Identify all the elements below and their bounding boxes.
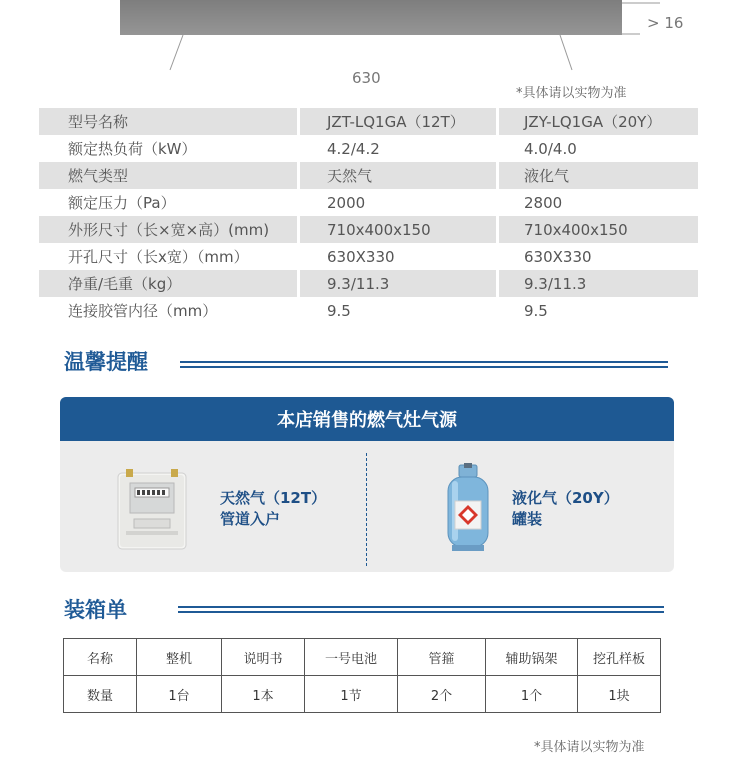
spec-value-20y: 9.3/11.3 [499,270,698,297]
gas-source-box [60,397,674,572]
table-row [39,108,698,135]
spec-value-12t: 2000 [327,193,366,212]
packing-header-cell: 管箍 [398,639,486,676]
spec-value-20y: 630X330 [524,247,592,266]
spec-value-20y: 2800 [524,193,563,212]
packing-title: 装箱单 [64,598,127,622]
table-row [39,135,698,162]
spec-value-12t: 9.3/11.3 [300,270,496,297]
packing-value-cell: 1台 [137,676,222,713]
disclaimer-bottom: *具体请以实物为准 [534,740,645,755]
gas-tank-icon [444,463,492,553]
packing-value-cell: 1节 [305,676,398,713]
packing-header-cell: 挖孔样板 [578,639,661,676]
dimension-lines [0,0,730,75]
packing-title-rule [178,606,664,613]
spec-value-20y: 液化气 [499,162,698,189]
packing-header-cell: 名称 [64,639,137,676]
disclaimer-top: *具体请以实物为准 [516,86,627,101]
spec-table [39,108,698,324]
table-row [39,189,698,216]
spec-value-12t: 4.2/4.2 [327,139,380,158]
packing-value-cell: 1个 [486,676,578,713]
natural-gas-name: 天然气（12T） [220,489,327,507]
table-row [39,243,698,270]
spec-label: 开孔尺寸（长x宽）（mm） [68,248,249,266]
packing-value-cell: 2个 [398,676,486,713]
spec-label: 外形尺寸（长×宽×高）(mm) [39,216,297,243]
reminder-title-rule [180,361,668,368]
spec-value-12t: 9.5 [327,301,351,320]
packing-header-cell: 辅助锅架 [486,639,578,676]
table-row [39,297,698,324]
packing-header-cell: 一号电池 [305,639,398,676]
lpg-name: 液化气（20Y） [512,489,619,507]
spec-value-20y: 9.5 [524,301,548,320]
table-row [64,676,661,713]
spec-value-20y: 4.0/4.0 [524,139,577,158]
packing-header-cell: 整机 [137,639,222,676]
spec-value-12t: 天然气 [300,162,496,189]
packing-header-cell: 说明书 [222,639,305,676]
width-dimension: 630 [352,69,381,87]
spec-value-20y: 710x400x150 [499,216,698,243]
spec-value-12t: JZT-LQ1GA（12T） [300,108,496,135]
lpg-supply: 罐装 [512,510,543,528]
spec-label: 额定热负荷（kW） [68,140,197,158]
gas-source-title: 本店销售的燃气灶气源 [60,397,674,441]
packing-table [63,638,661,713]
spec-value-12t: 630X330 [327,247,395,266]
spec-label: 净重/毛重（kg） [39,270,297,297]
natural-gas-supply: 管道入户 [220,510,281,528]
gas-meter-icon [116,467,188,551]
packing-value-cell: 1块 [578,676,661,713]
depth-dimension: > 16 [647,14,684,32]
divider [366,453,367,566]
table-row [39,216,698,243]
spec-label: 型号名称 [39,108,297,135]
spec-value-12t: 710x400x150 [300,216,496,243]
reminder-title: 温馨提醒 [64,350,148,374]
spec-value-20y: JZY-LQ1GA（20Y） [499,108,698,135]
table-row [64,639,661,676]
packing-value-cell: 数量 [64,676,137,713]
spec-label: 连接胶管内径（mm） [68,302,218,320]
spec-label: 额定压力（Pa） [68,194,176,212]
table-row [39,162,698,189]
table-row [39,270,698,297]
packing-value-cell: 1本 [222,676,305,713]
spec-label: 燃气类型 [39,162,297,189]
